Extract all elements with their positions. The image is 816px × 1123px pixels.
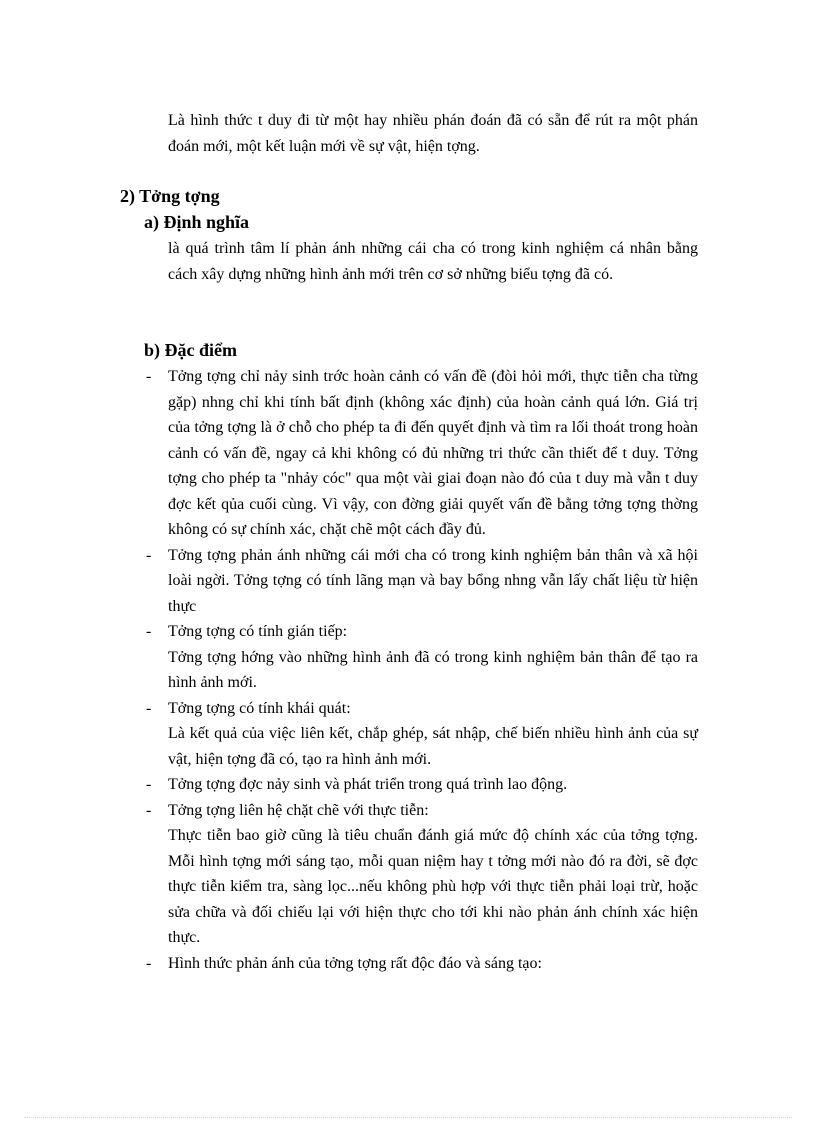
list-item <box>146 364 698 543</box>
page-bottom-divider <box>24 1117 792 1118</box>
list-item-text: Tởng tợng đợc nảy sinh và phát triển trong quá trình lao động. <box>168 776 568 793</box>
list-item-text: Là kết quả của việc liên kết, chắp ghép, sát nhập, chế biến nhiều hình ảnh của sự vật, hiện tợng đã có, tạo ra hình ảnh mới. <box>168 725 698 768</box>
list-item-text: Tởng tợng chỉ nảy sinh trớc hoàn cảnh có vấn đề (đòi hỏi mới, thực tiễn cha từng gặp) nhng chỉ khi tính bất định (không xác định) của hoàn cảnh quá lớn. Giá trị của tởng tợng là ở chỗ cho phép ta đi đến quyết định và tìm ra lối thoát trong hoàn cảnh có vấn đề, ngay cả khi không có đủ những tri thức cần thiết để t duy. Tởng tợng cho phép ta "nhảy cóc" qua một vài giai đoạn nào đó của t duy mà vẫn t duy đợc kết qủa cuối cùng. Vì vậy, con đờng giải quyết vấn đề bằng tởng tợng thờng không có sự chính xác, chặt chẽ một cách đầy đủ. <box>168 368 698 538</box>
intro-paragraph: Là hình thức t duy đi từ một hay nhiều phán đoán đã có sẵn để rút ra một phán đoán mới, một kết luận mới về sự vật, hiện tợng. <box>168 112 698 155</box>
characteristics-list <box>146 364 698 976</box>
list-item <box>146 772 698 798</box>
list-dash: - <box>146 954 152 972</box>
subsection-b-heading: b) Đặc điểm <box>144 340 237 360</box>
list-item-text: Tởng tợng hớng vào những hình ảnh đã có trong kinh nghiệm bản thân để tạo ra hình ảnh mới. <box>168 648 698 691</box>
list-item-text: Tởng tợng phản ánh những cái mới cha có trong kinh nghiệm bản thân và xã hội loài ngời. Tởng tợng có tính lãng mạn và bay bổng nhng vẫn lấy chất liệu từ hiện thực <box>168 546 698 615</box>
list-dash: - <box>146 368 152 385</box>
list-item <box>146 951 698 977</box>
definition-paragraph: là quá trình tâm lí phản ánh những cái cha có trong kinh nghiệm cá nhân bằng cách xây dựng những hình ảnh mới trên cơ sở những biểu tợng đã có. <box>168 240 698 283</box>
list-item-text: Tởng tợng có tính khái quát: <box>168 699 351 717</box>
list-dash: - <box>146 699 152 717</box>
list-dash: - <box>146 776 152 793</box>
list-item <box>146 543 698 620</box>
list-item-text: Hình thức phản ánh của tởng tợng rất độc đáo và sáng tạo: <box>168 954 542 972</box>
subsection-a-heading: a) Định nghĩa <box>144 212 250 232</box>
list-item <box>146 798 698 951</box>
list-item-text: Tởng tợng có tính gián tiếp: <box>168 623 348 640</box>
list-item <box>146 619 698 696</box>
list-dash: - <box>146 801 152 819</box>
list-item <box>146 696 698 773</box>
list-dash: - <box>146 546 152 564</box>
list-item-text: Tởng tợng liên hệ chặt chẽ với thực tiễn: <box>168 801 429 819</box>
section-heading: 2) Tởng tợng <box>120 186 220 206</box>
list-item-text: Thực tiễn bao giờ cũng là tiêu chuẩn đánh giá mức độ chính xác của tởng tợng. Mỗi hình tợng mới sáng tạo, mỗi quan niệm hay t tởng mới nào đó ra đời, sẽ đợc thực tiễn kiểm tra, sàng lọc...nếu không phù hợp với thực tiễn phải loại trừ, hoặc sửa chữa và đối chiếu lại với hiện thực cho tới khi nào phản ánh chính xác hiện thực. <box>168 827 698 946</box>
list-dash: - <box>146 623 152 640</box>
